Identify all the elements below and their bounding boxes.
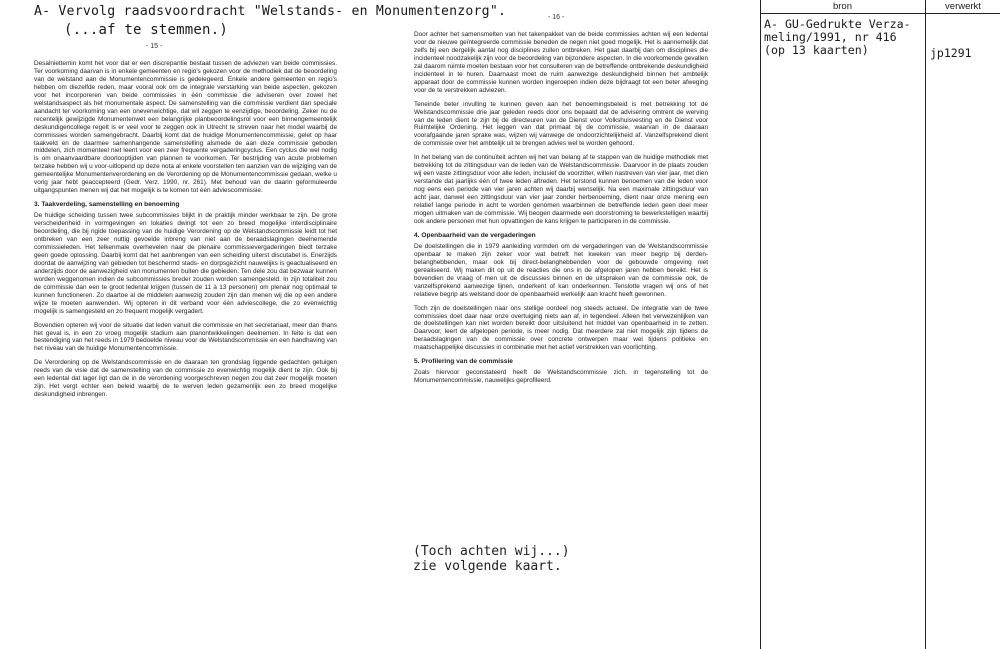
left-text-column: [34, 60, 337, 405]
paragraph: Bovendien opteren wij voor de situatie dat leden vanuit die commissie en het secretariaat, meer dan thans het geval is, in een zo vroeg mogelijk stadium aan planontwikkelingen deelnemen. In feite is dat een bestendiging van het reeds in 1979 bedoelde niveau voor de Welstandscommissie en een handhaving van het niveau van de huidige Monumentencommissie.: [34, 321, 337, 353]
bron-line-2: meling/1991, nr 416: [764, 30, 897, 44]
paragraph: Teneinde beter invulling te kunnen geven aan het benoemingsbeleid is met betrekking tot de Welstandscommissie drie jaar geleden reeds door ons bepaald dat de advisering omtrent de werving van de leden dient te zijn bij de directeuren van de Dienst voor Volkshuisvesting en de Dienst voor Ruimtelijke Ordening. Het leggen van dat primaat bij de commissie, waarvan in de daaraan voorafgaande jaren sprake was, wijzen wij vanwege de ondoorzichtelijkheid af. Vanzelfsprekend dient de commissie over het ambtelijk uit te brengen advies wel te worden gehoord.: [414, 100, 708, 148]
typed-note: [413, 544, 570, 574]
paragraph: Zoals hiervoor geconstateerd heeft de Welstandscommissie zich, in tegenstelling tot de Monumentencommissie, nauwelijks geprofileerd.: [414, 369, 708, 385]
bron-entry: [764, 18, 922, 57]
page-number-left: - 15 -: [146, 43, 163, 50]
paragraph: De doelstellingen die in 1979 aanleiding vormden om de vergaderingen van de Welstandscommissie openbaar te maken zijn zeker voor wat betreft het kweken van meer begrip bij derden-belanghebbenden, maar ook bij direct-belanghebbenden voor de gebouwde omgeving niet gerealiseerd. Wij maken dit op uit de reacties die ons in de afgelopen jaren hebben bereikt. Het is bovendien de vraag of men uit de discussies binnen en de uitspraken van de commissie ook, de vanzelfsprekend aanwezige lijnen, onderkent of kan onderkennen. Tenslotte vragen wij ons of het relatieve begrip als welstand door de openbaarheid werkelijk aan kracht heeft gewonnen.: [414, 242, 708, 298]
section-heading: 4. Openbaarheid van de vergaderingen: [414, 231, 536, 239]
header-subtitle: (...af te stemmen.): [64, 22, 228, 38]
paragraph: De huidige scheiding tussen twee subcommissies blijkt in de praktijk minder werkbaar te zijn. De grote verscheidenheid in vormgevingen en lokaties dwingt tot een zo breed mogelijke interdisciplinaire beoordeling, die bij rigide toepassing van de huidige Verordening op de Welstandscommissie leidt tot het ontbreken van een zeer nuttig gevoelde inbreng van niet aan de beraadslagingen deelnemende commissieleden. Het telkenmale overhevelen naar de plenaire commissievergaderingen biedt terzake geen goede oplossing. Daarbij komt dat het aanbrengen van een scheiding uiterst discutabel is. Enerzijds doordat de aanwijzing van gebieden tot beschermd stads- en dorpsgezicht nauwelijks is geactualiseerd en anderzijds door de aanwezigheid van monumenten buiten die gebieden. Ten dele zou dat bezwaar kunnen worden weggenomen indien de subcommissies breder zouden worden samengesteld. In zijn totaliteit zou de commissie dan een te groot ledental krijgen (tussen de 11 à 13 personen) om plenair nog optimaal te kunnen functioneren. Zo daartoe al de middelen aanwezig zouden zijn dan menen wij die op een andere wijze te moeten aanwenden. Wij opteren in dit verband voor één adviescollege, die zo evenwichtig mogelijk is samengesteld en zo frequent mogelijk vergadert.: [34, 212, 337, 315]
panel-column-divider: [925, 0, 926, 649]
bron-line-3: (op 13 kaarten): [764, 43, 869, 57]
typed-note-line-1: (Toch achten wij...): [413, 544, 570, 559]
section-heading: 3. Taakverdeling, samenstelling en benoeming: [34, 201, 180, 209]
header-title: A- Vervolg raadsvoordracht "Welstands- en Monumentenzorg".: [34, 4, 507, 19]
panel-header-rule: [760, 13, 1000, 14]
section-heading: 5. Profilering van de commissie: [414, 358, 513, 366]
index-card-panel: [760, 0, 1000, 649]
panel-left-border: [760, 0, 761, 649]
paragraph: In het belang van de continuïteit achten wij het van belang af te stappen van de huidige methodiek met betrekking tot de zittingsduur van de leden van de Welstandscommissie. Daarvoor in de plaats zouden wij een vaste zittingsduur voor alle leden, inclusief de voorzitter, willen nastreven van vier jaar, met dien verstande dat jaarlijks één of twee leden aftreden. Het terstond kunnen benoemen van die leden voor nog eens een periode van vier jaren achten wij daarbij wenselijk. Na een maximale zittingsduur van acht jaar, danwel een zittingsduur van vier jaar zonder herbenoeming, dient naar onze mening een relatief lange periode in acht te worden genomen waarbinnen de betreffende leden geen deel meer mogen uitmaken van de commissie. Wij beogen daarmede een doorstroming te bewerkstelligen waarbij ook andere personen met hun opvattingen de kans krijgen te participeren in de commissie.: [414, 154, 708, 225]
paragraph: Toch zijn de doelstellingen naar ons stellige oordeel nog steeds actueel. De integratie van de twee commissies doet daar naar onze overtuiging niets aan af, in tegendeel. Alleen het verwezenlijken van de doelstellingen kan niet worden bereikt door uitsluitend het middel van openbaarheid in te zetten. Daarvoor, leert de afgelopen periode, is meer nodig. Dat meerdere zal niet mogelijk zijn tijdens de beraadslagingen van de commissie over concrete ontwerpen maar wel tijdens politieke en maatschappelijke discussies in combinatie met het actief verstrekken van voorlichting.: [414, 304, 708, 352]
typed-note-line-2: zie volgende kaart.: [413, 559, 562, 574]
paragraph: Desalniettemin komt het voor dat er een discrepantie bestaat tussen de adviezen van beide commissies. Ter voorkoming daarvan is in enkele gemeenten en regio's gekozen voor de methodiek dat de beoordeling van de welstand aan de Monumentencommissie is gedelegeerd. Enkele andere gemeenten en regio's hebben om diezelfde reden, maar vooral ook om de integrale verstarking van beide aspecten, gekozen voor het incorporeren van beide commissies in één commissie die adviseren over zowel het welstandsaspect als het monumentale aspect. De samenstelling van die commissie verdient dan speciale aandacht ter voorkoming van een onevenwichtige, dat wil zeggen te eenzijdige, beoordeling. Zeker nu de recentelijk gewijzigde Monumentenwet een belangrijke planbeoordelingsrol voor een binnengemeentelijk deskundigencollege regelt is er veel voor te zeggen ook in Utrecht te streven naar het model waarbij de commissies worden samengebracht. Daarbij komt dat de huidige Monumentencommissie, gelet op haar taakveld en de daarmee samenhangende samenstelling alsmede de aan deze commissie geboden middelen, zich momenteel niet leent voor een zeer frequente vergaderingcyclus. Een cyclus die wel nodig is om onaanvaardbare doorlooptijden van plannen te voorkomen. Ter bestrijding van acute problemen terzake hebben wij u voor-uitlopend op deze nota al enkele voorstellen ten aanzien van de wijziging van de gemeentelijke Monumentenverordening en de Verordening op de Monumentencommissie gedaan, welke u vorig jaar hebt geaccepteerd (Gedr. Verz. 1990, nr. 261). Met behoud van de daarin geformuleerde uitgangspunten menen wij dat het mogelijk is te komen tot één adviescommissie.: [34, 60, 337, 195]
bron-header: bron: [832, 1, 852, 12]
paragraph: De Verordening op de Welstandscommissie en de daaraan ten grondslag liggende gedachten getuigen reeds van de visie dat de samenstelling van de commissie zo evenwichtig mogelijk dient te zijn. Ook bij een ledental dat lager ligt dan de in de verordening voorgeschreven negen zou dat zeer mogelijk moeten zijn. Het vergt echter een beleid waarbij de te werven leden gezamenlijk een zo breed mogelijke deskundigheid inbrengen.: [34, 359, 337, 399]
bron-line-1: A- GU-Gedrukte Verza-: [764, 17, 911, 31]
right-text-column: [414, 31, 708, 391]
paragraph: Door achter het samensmelten van het takenpakket van de beide commissies achten wij een ledental voor de nieuwe geïntegreerde commissie beneden de negen niet goed mogelijk. Het is aannemelijk dat zelfs bij een dergelijk aantal nog disciplines zullen ontbreken. Het gaat daarbij dan om disciplines die incidenteel noodzakelijk zijn voor de beoordeling van bijzondere aspecten. In die voorkomende gevallen zal daarom ruimte moeten bestaan voor het consulteren van de betreffende ontbrekende deskundigheid incidenteel in te huren. Daarnaast moet de ruim aanwezige deskundigheid binnen het ambtelijk apparaat door de commissie kunnen worden ingeroepen indien deze bijdraagt tot een beter afweging voor de te verstrekken adviezen.: [414, 31, 708, 94]
verwerkt-header: verwerkt: [945, 1, 981, 12]
verwerkt-code: jp1291: [930, 46, 972, 60]
page-number-right: - 16 -: [548, 14, 565, 21]
